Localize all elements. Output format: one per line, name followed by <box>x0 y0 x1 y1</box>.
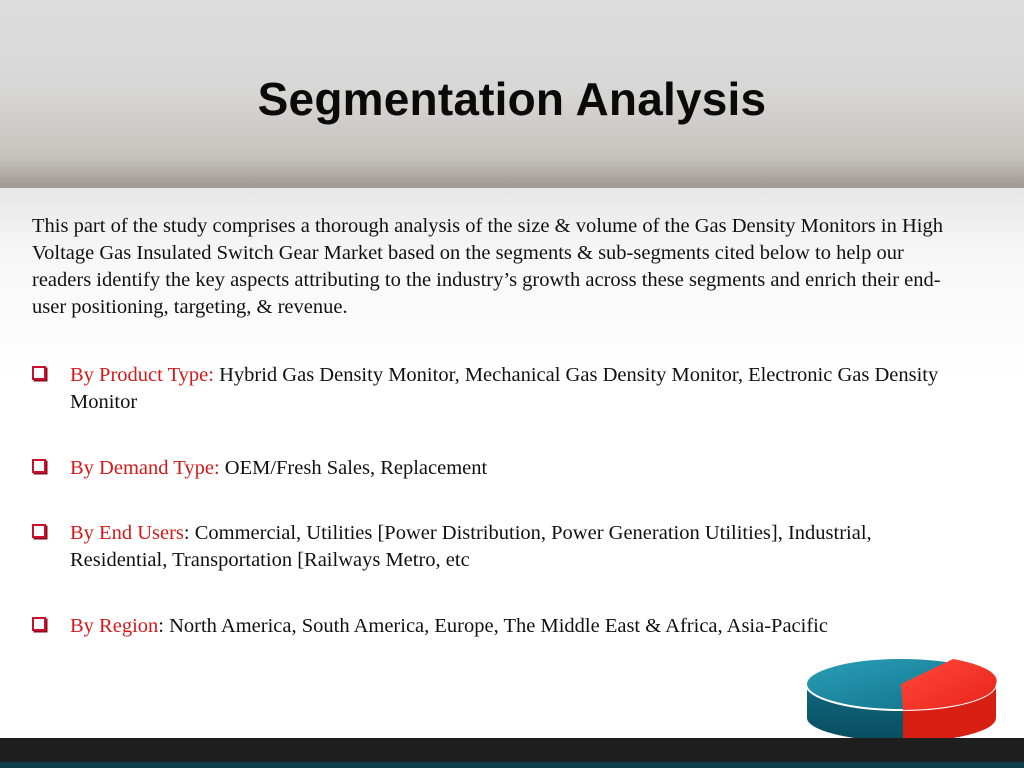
segment-values: Hybrid Gas Density Monitor, Mechanical Gas Density Monitor, Electronic Gas Density Monitor <box>70 364 939 413</box>
pie-chart-3d-icon <box>803 648 999 744</box>
segment-item-text <box>70 520 950 574</box>
checkbox-outline-icon <box>32 366 46 380</box>
checkbox-outline-icon <box>32 459 46 473</box>
segment-label: By Region <box>70 615 159 637</box>
footer-accent-line <box>0 762 1024 768</box>
segment-item-text <box>70 613 950 640</box>
segment-label: By End Users <box>70 522 184 544</box>
intro-paragraph: This part of the study comprises a thorough analysis of the size & volume of the Gas Density Monitors in High Voltage Gas Insulated Switch Gear Market based on the segments & sub-segments cited below to help our readers identify the key aspects attributing to the industry’s growth across these segments and enrich their end-user positioning, targeting, & revenue. <box>32 215 943 318</box>
segment-label: By Demand Type: <box>70 457 220 479</box>
segment-values: : Commercial, Utilities [Power Distribution, Power Generation Utilities], Industrial, Residential, Transportation [Railways Metro, etc <box>70 522 872 571</box>
checkbox-outline-icon <box>32 524 46 538</box>
segment-label: By Product Type: <box>70 364 214 386</box>
checkbox-outline-icon <box>32 617 46 631</box>
header-band <box>0 155 1024 188</box>
segment-values: OEM/Fresh Sales, Replacement <box>219 457 488 479</box>
segment-item-text <box>70 455 950 482</box>
segment-values: : North America, South America, Europe, The Middle East & Africa, Asia-Pacific <box>158 615 828 637</box>
slide-title: Segmentation Analysis <box>257 73 767 125</box>
segment-item-text <box>70 362 950 416</box>
